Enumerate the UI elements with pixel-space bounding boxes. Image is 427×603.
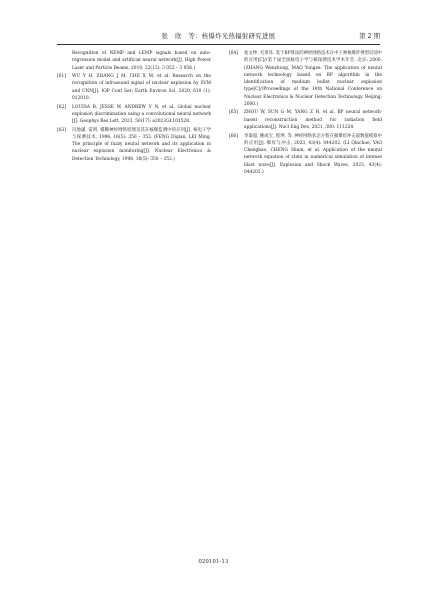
- reference-text: Recognition of NEMP and LEMP signals based on auto-regression model and artificial neural network[J]. High Power Laser and Particle Beams, 2010, 22(12): 3 052 – 3 056.): [72, 51, 211, 71]
- reference-number: [62]: [57, 104, 66, 110]
- reference-entry-64: [229, 50, 382, 108]
- reference-number: [63]: [57, 127, 66, 133]
- page-number: 020101-13: [198, 559, 229, 565]
- reference-entry-61: [57, 73, 211, 102]
- reference-text: LOUISA B, JESSE W, ANDREW V N, et al. Global nuclear explosion discrimination using a convolutional neural network [J]. Geophys Res Lett, 2023, 50(17): e2022GL101528.: [72, 104, 211, 125]
- reference-text: 冯地谦, 雷明. 模糊神经网络原理及其在核爆监测中的应用[J]. 核电子学与探测技术, 1996, 16(5): 350 – 353. (FENG Diqian, LEI Ming. The principle of fuzzy neural network and its application in nuclear explosion monitoring[J]. Nuclear Electronics & Detection Technology, 1996, 16(5): 350 – 353.): [72, 127, 211, 162]
- reference-entry-65: [229, 109, 382, 131]
- reference-text: WU Y H, ZHANG J M, CHE X M, et al. Research on the recognition of infrasound signal of nuclear explosion by SVM and CNN[J]. IOP Conf Ser: Earth Environ Sci, 2020, 610 (1): 012010.: [72, 74, 211, 101]
- reference-number: [61]: [57, 74, 66, 80]
- reference-column-right: [229, 50, 382, 177]
- reference-number: [64]: [229, 51, 238, 56]
- reference-text: 李秦超, 姚成宝, 程坤, 等. 神经网络状态方程在强爆炸冲击波数值模拟中的应用[J]. 爆炸与冲击, 2023, 43(4): 044202. (LI Qinchao, YAO Chengbao, CHENG Shuai, et al. Application of the neural network equation of state in numerical simulation of intense blast wave[J]. Explosion and Shock Waves, 2023, 43(4): 044202.): [244, 133, 382, 175]
- reference-entry-60-continued: [57, 50, 211, 72]
- running-header: [57, 30, 380, 45]
- reference-number: [65]: [229, 110, 238, 116]
- running-title: 张 欣 等：核爆炸光热辐射研究进展: [161, 32, 276, 40]
- issue-number: 第 2 期: [359, 32, 380, 40]
- reference-column-left: [57, 50, 211, 164]
- reference-entry-66: [229, 133, 382, 177]
- reference-entry-62: [57, 104, 211, 126]
- reference-entry-63: [57, 127, 211, 163]
- reference-text: 张文仲, 毛用泽. 基于BP算法的神经网络技术在中子弹核爆炸弹型识别中的应用[C]//第十届全国核电子学与核探测技术学术年会. 北京: 2000. (ZHANG Wenzhong, MAO Yongze. The application of neural network technology based on BP algorithm in the identification of medium bullet nuclear explosion type[C]//Proceedings of the 10th National Conference on Nuclear Electronics & Nuclear Detection Technology. Beijing: 2000.): [244, 51, 382, 107]
- reference-text: ZHOU W, SUN G M, YANG Z H, et al. BP neural network-based reconstruction method for radiation field applications[J]. Nucl Eng Des, 2021, 380: 111228.: [244, 110, 382, 130]
- reference-number: [66]: [229, 133, 238, 139]
